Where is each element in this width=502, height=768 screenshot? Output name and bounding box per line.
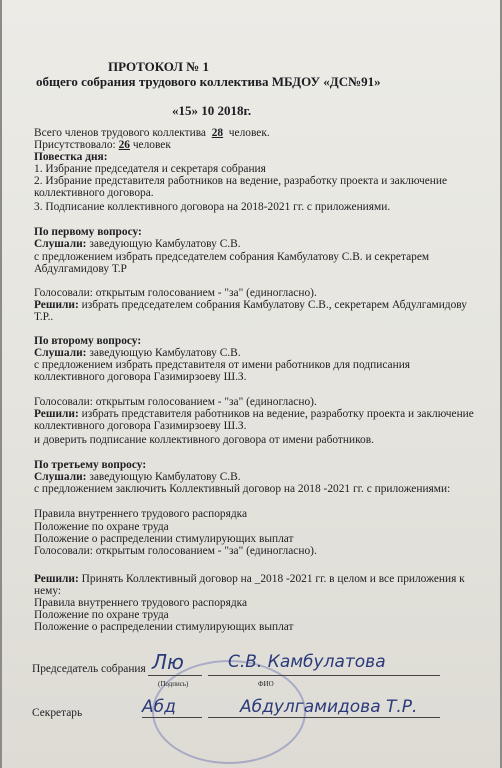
q1-decided: Решили: избрать председателем собрания Камбулатову С.В., секретарем Абдулгамидову (34, 299, 467, 311)
document-date: «15» 10 2018г. (172, 103, 252, 118)
q2-line: с предложением избрать представителя от имени работников для подписания (34, 359, 411, 371)
q2-heard: Слушали: заведующую Камбулатову С.В. (34, 347, 241, 359)
q3-vote: Голосовали: открытым голосованием - "за" (единогласно). (34, 545, 317, 557)
secretary-label: Секретарь (32, 707, 83, 719)
q1-vote: Голосовали: открытым голосованием - "за" (единогласно). (34, 287, 317, 299)
document-subtitle: общего собрания трудового коллектива МБДОУ «ДС№91» (36, 74, 381, 89)
attendance-present: Присутствовало: 26 человек (34, 139, 171, 151)
q1-line: Абдулгамидову Т.Р (34, 263, 127, 275)
final-attachment: Правила внутреннего трудового распорядка (34, 597, 248, 609)
chair-caption-name: ФИО (258, 680, 274, 688)
agenda-item: 2. Избрание представителя работников на ведение, разработку проекта и заключение (34, 175, 448, 187)
secretary-signature: Абд (142, 697, 176, 717)
q3-attachment: Положение по охране труда (34, 521, 169, 533)
q3-heard: Слушали: заведующую Камбулатову С.В. (34, 471, 241, 483)
document-title: ПРОТОКОЛ № 1 (108, 59, 210, 74)
secretary-sign-line (142, 717, 202, 718)
q2-line: коллективного договора Газимирзоеву Ш.З. (34, 371, 247, 383)
secretary-handwritten-name: Абдулгамидова Т.Р. (240, 697, 418, 717)
q3-proposal: с предложением заключить Коллективный договор на 2018 -2021 гг. с приложениями: (34, 483, 451, 495)
q1-line: с предложением избрать председателем собрания Камбулатову С.В. и секретарем (34, 251, 430, 263)
agenda-item: коллективного договора. (34, 187, 154, 199)
q2-decided: Решили: избрать представителя работников на ведение, разработку проекта и заключение (34, 408, 474, 420)
q2-vote: Голосовали: открытым голосованием - "за" (единогласно). (34, 396, 317, 408)
q1-heard: Слушали: заведующую Камбулатову С.В. (34, 238, 241, 250)
final-attachment: Положение о распределении стимулирующих выплат (34, 621, 294, 633)
chair-sign-line (148, 675, 202, 676)
final-decided: Решили: Принять Коллективный договор на _2018 -2021 гг. в целом и все приложения к (34, 573, 465, 585)
q1-decided-cont: Т.Р.. (34, 311, 54, 323)
attendance-total: Всего членов трудового коллектива 28 человек. (34, 127, 270, 139)
q3-attachment: Положение о распределении стимулирующих выплат (34, 533, 294, 545)
chair-handwritten-name: С.В. Камбулатова (228, 652, 386, 672)
chair-label: Председатель собрания (32, 663, 146, 675)
agenda-heading: Повестка дня: (34, 151, 108, 163)
q2-heading: По второму вопросу: (34, 335, 142, 347)
chair-name-line (208, 675, 440, 676)
q2-decided-line: и доверить подписание коллективного договора от имени работников. (34, 434, 374, 446)
agenda-item: 1. Избрание председателя и секретаря собрания (34, 163, 266, 175)
q3-attachment: Правила внутреннего трудового распорядка (34, 508, 248, 520)
final-attachment: Положение по охране труда (34, 609, 169, 621)
q3-heading: По третьему вопросу: (34, 459, 147, 471)
q2-decided-line: коллективного договора Газимирзоеву Ш.З. (34, 420, 247, 432)
document-page (2, 0, 500, 768)
final-decided-cont: нему: (34, 585, 62, 597)
q1-heading: По первому вопросу: (34, 226, 142, 238)
chair-caption-sign: (Подпись) (158, 680, 189, 688)
agenda-item: 3. Подписание коллективного договора на 2018-2021 гг. с приложениями. (34, 201, 391, 213)
secretary-name-line (208, 717, 440, 718)
chair-signature: Лю (152, 650, 184, 674)
